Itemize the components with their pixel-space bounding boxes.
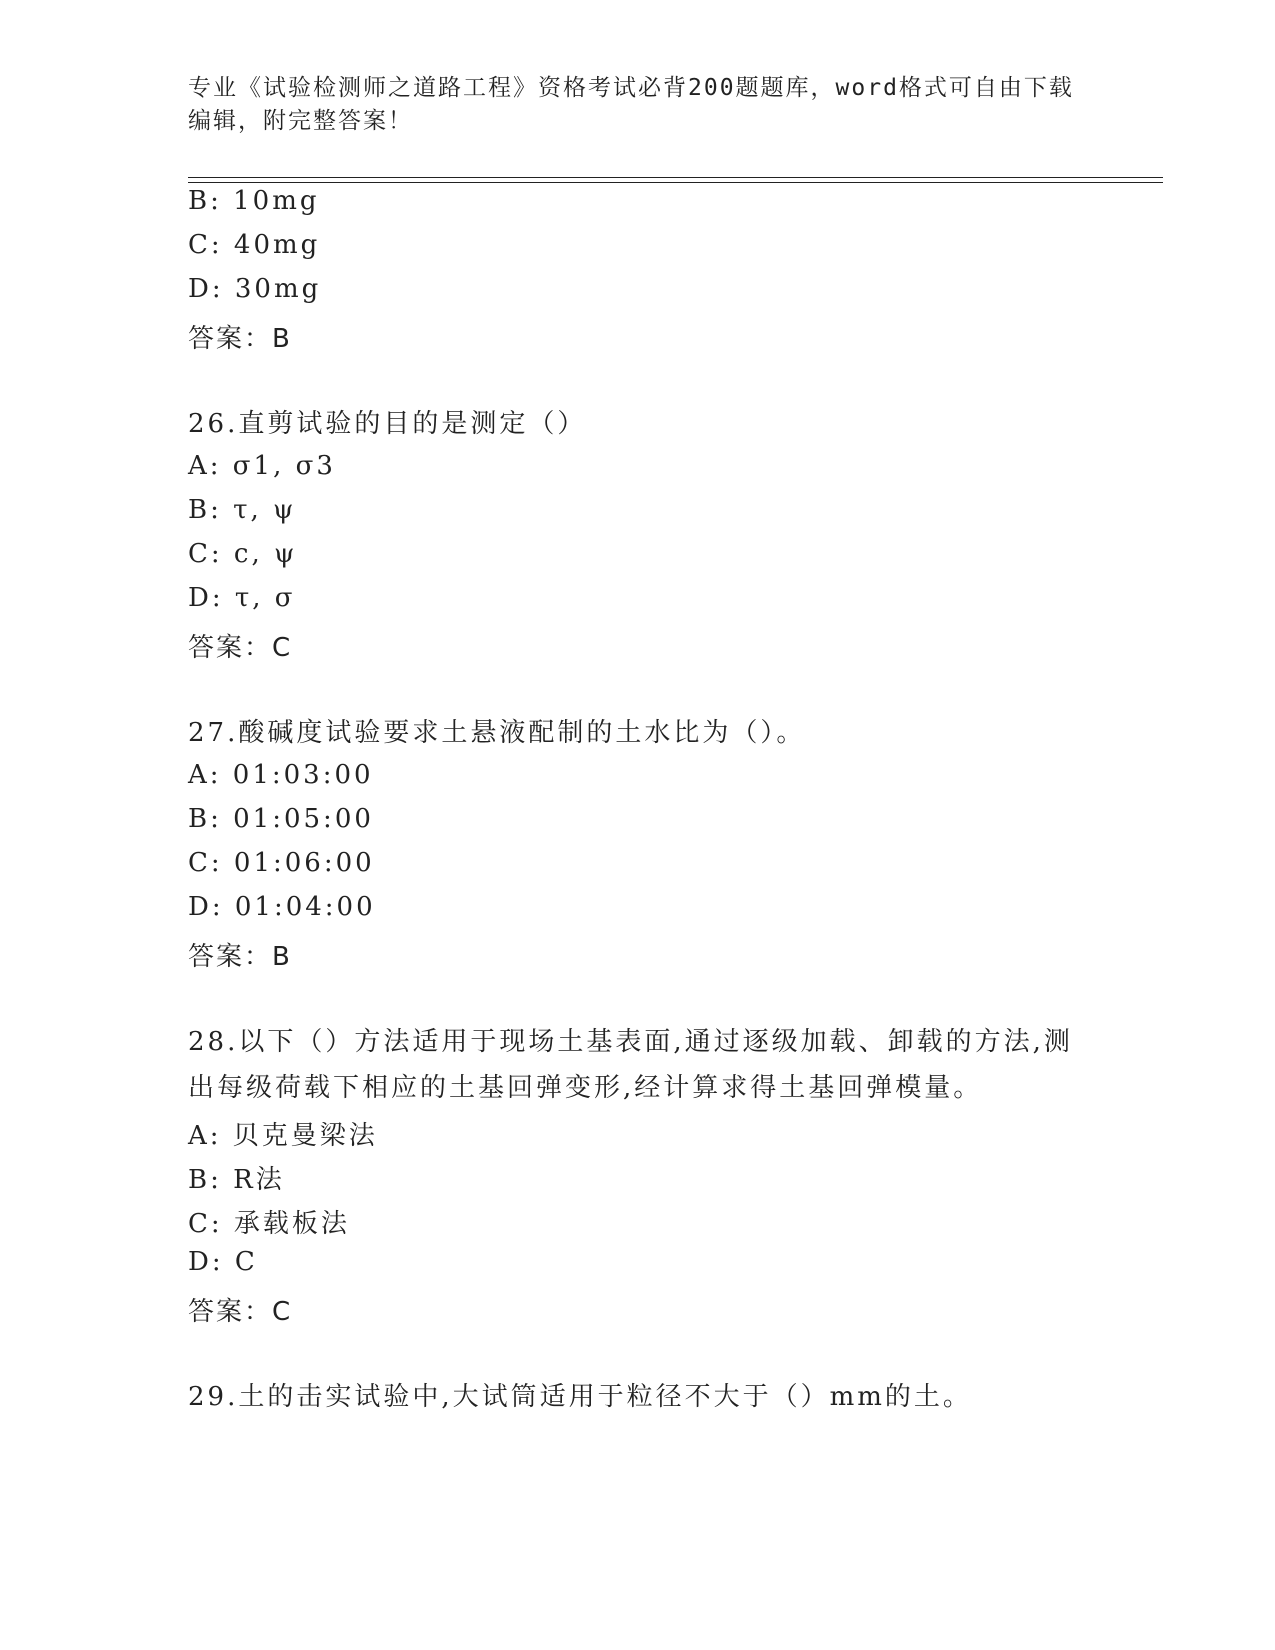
q27-option-c: C: 01:06:00 (188, 848, 375, 878)
q28-answer: 答案：C (188, 1297, 293, 1327)
q28-option-d: D: C (188, 1247, 258, 1277)
header-title-line1: 专业《试验检测师之道路工程》资格考试必背200题题库，word格式可自由下载 (188, 75, 1074, 101)
q27-option-d: D: 01:04:00 (188, 892, 376, 922)
q26-option-a: A: σ1, σ3 (188, 451, 336, 481)
q25-option-d: D: 30mg (188, 274, 322, 304)
q28-option-a: A: 贝克曼梁法 (188, 1121, 378, 1151)
q28-stem: 28.以下（）方法适用于现场土基表面,通过逐级加载、卸载的方法,测出每级荷载下相应的土基回弹变形,经计算求得土基回弹模量。 (188, 1027, 1073, 1103)
q27-answer: 答案：B (188, 942, 292, 972)
q25-option-c: C: 40mg (188, 230, 321, 260)
q26-option-b: B: τ, ψ (188, 495, 297, 525)
q25-option-b: B: 10mg (188, 186, 320, 216)
q27-option-a: A: 01:03:00 (188, 760, 374, 790)
q26-answer: 答案：C (188, 633, 293, 663)
q27-stem: 27.酸碱度试验要求土悬液配制的土水比为（）。 (188, 718, 806, 748)
header-title-line2: 编辑，附完整答案！ (188, 108, 413, 134)
q27-option-b: B: 01:05:00 (188, 804, 374, 834)
header-divider-bottom (188, 182, 1163, 183)
q28-option-b: B: R法 (188, 1165, 285, 1195)
q26-stem: 26.直剪试验的目的是测定（） (188, 409, 587, 439)
document-header (188, 72, 1088, 138)
q28-option-c: C: 承载板法 (188, 1209, 350, 1239)
q26-option-d: D: τ, σ (188, 583, 296, 613)
q26-option-c: C: c, ψ (188, 539, 298, 569)
q25-answer: 答案：B (188, 324, 292, 354)
q29-stem: 29.土的击实试验中,大试筒适用于粒径不大于（）mm的土。 (188, 1382, 972, 1412)
header-divider-top (188, 177, 1163, 178)
